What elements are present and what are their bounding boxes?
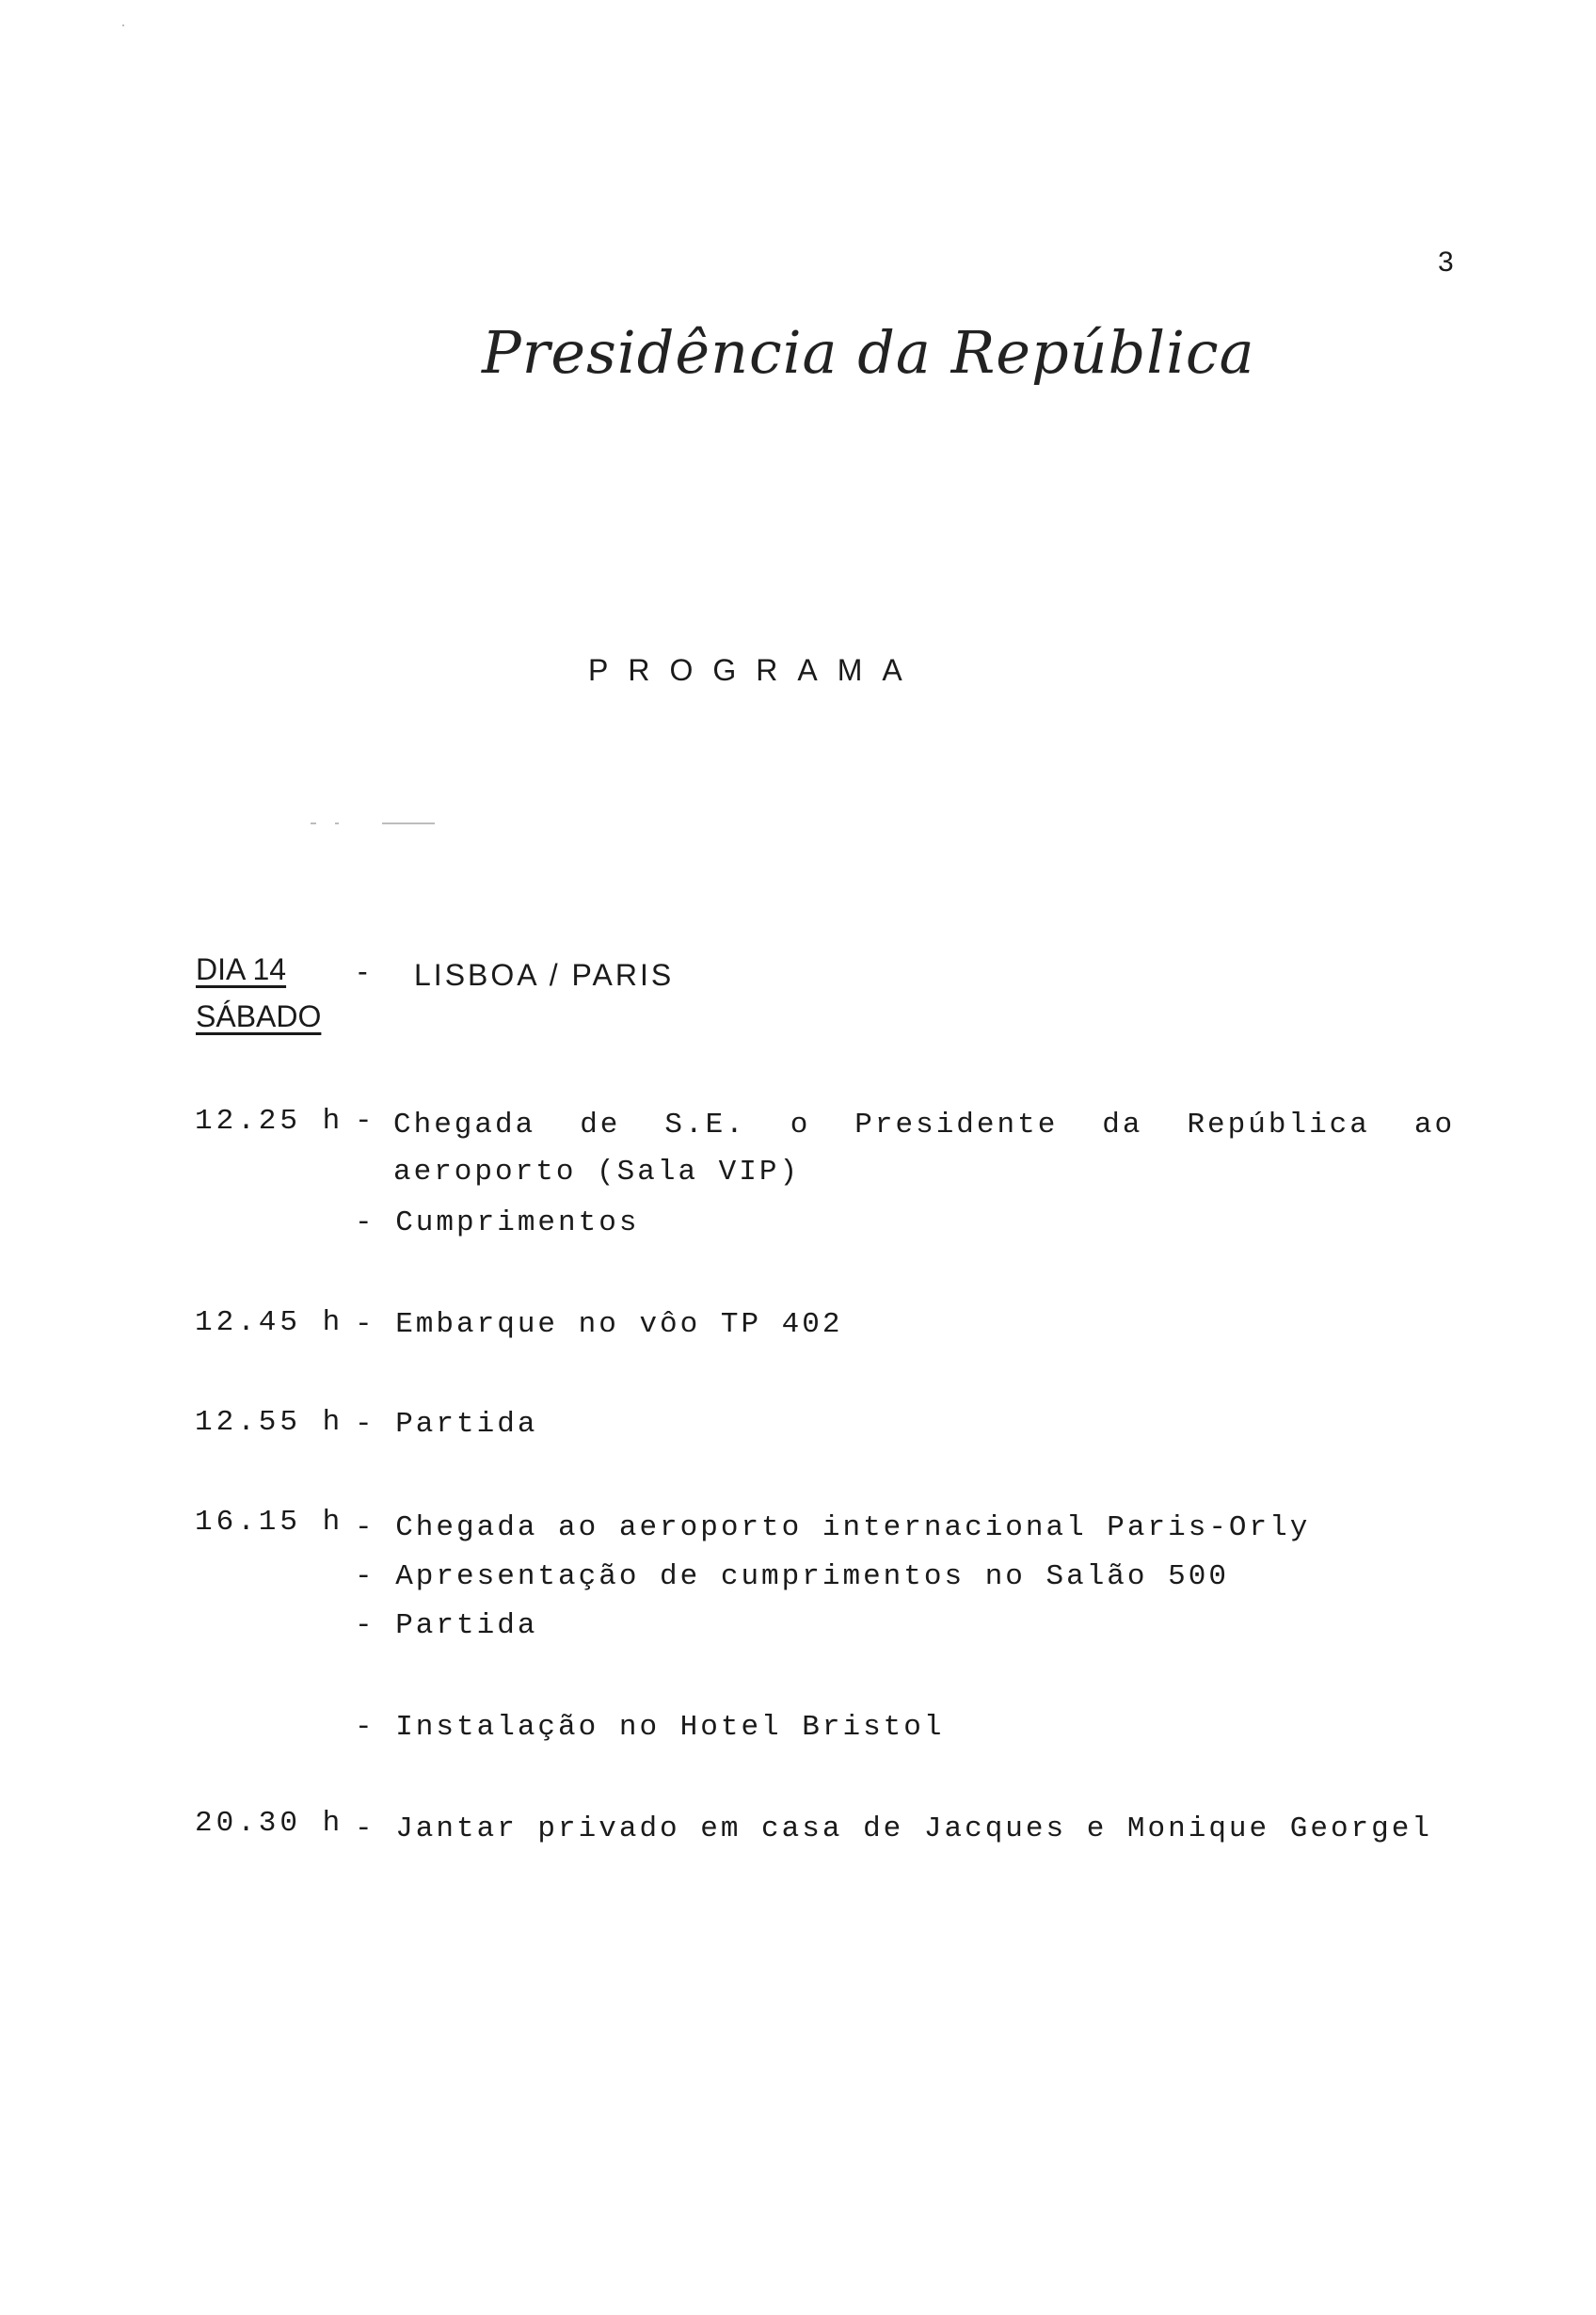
scan-speck [122,24,124,26]
word: República [1187,1109,1370,1142]
dash-1225: - [355,1105,373,1138]
scan-speck [311,822,316,824]
time-2030: 20.30 h [195,1807,344,1840]
day-dash: - [358,954,368,988]
item-1615-arrival: - Chegada ao aeroporto internacional Paris-Orly [355,1511,1311,1544]
word: o [790,1109,811,1142]
day-weekday: SÁBADO [196,999,322,1033]
word: S.E. [664,1109,746,1142]
item-1615-departure: - Partida [355,1609,538,1642]
item-1225-vip: aeroporto (Sala VIP) [393,1156,801,1189]
time-1255: 12.55 h [195,1406,344,1439]
item-1255-departure: - Partida [355,1408,538,1441]
word: Presidente [854,1109,1059,1142]
page-number: 3 [1438,247,1454,278]
time-1615: 16.15 h [195,1506,344,1539]
item-1245-boarding: - Embarque no vôo TP 402 [355,1308,843,1341]
scan-speck [382,822,435,824]
day-label: DIA 14 [196,952,287,986]
word: da [1102,1109,1143,1142]
word: de [580,1109,621,1142]
letterhead-script: Presidência da República [482,318,1255,387]
word: ao [1413,1109,1456,1142]
item-1615-hotel: - Instalação no Hotel Bristol [355,1711,945,1744]
day-route: LISBOA / PARIS [414,958,675,992]
item-1615-greetings: - Apresentação de cumprimentos no Salão 500 [355,1560,1229,1593]
word: Chegada [393,1109,536,1142]
time-1225: 12.25 h [195,1105,344,1138]
scan-speck [335,822,339,824]
item-2030-dinner: - Jantar privado em casa de Jacques e Monique Georgel [355,1812,1432,1845]
time-1245: 12.45 h [195,1306,344,1339]
item-1225-arrival [393,1109,1455,1142]
item-1225-greetings: - Cumprimentos [355,1206,640,1239]
page-title: PROGRAMA [588,653,922,687]
